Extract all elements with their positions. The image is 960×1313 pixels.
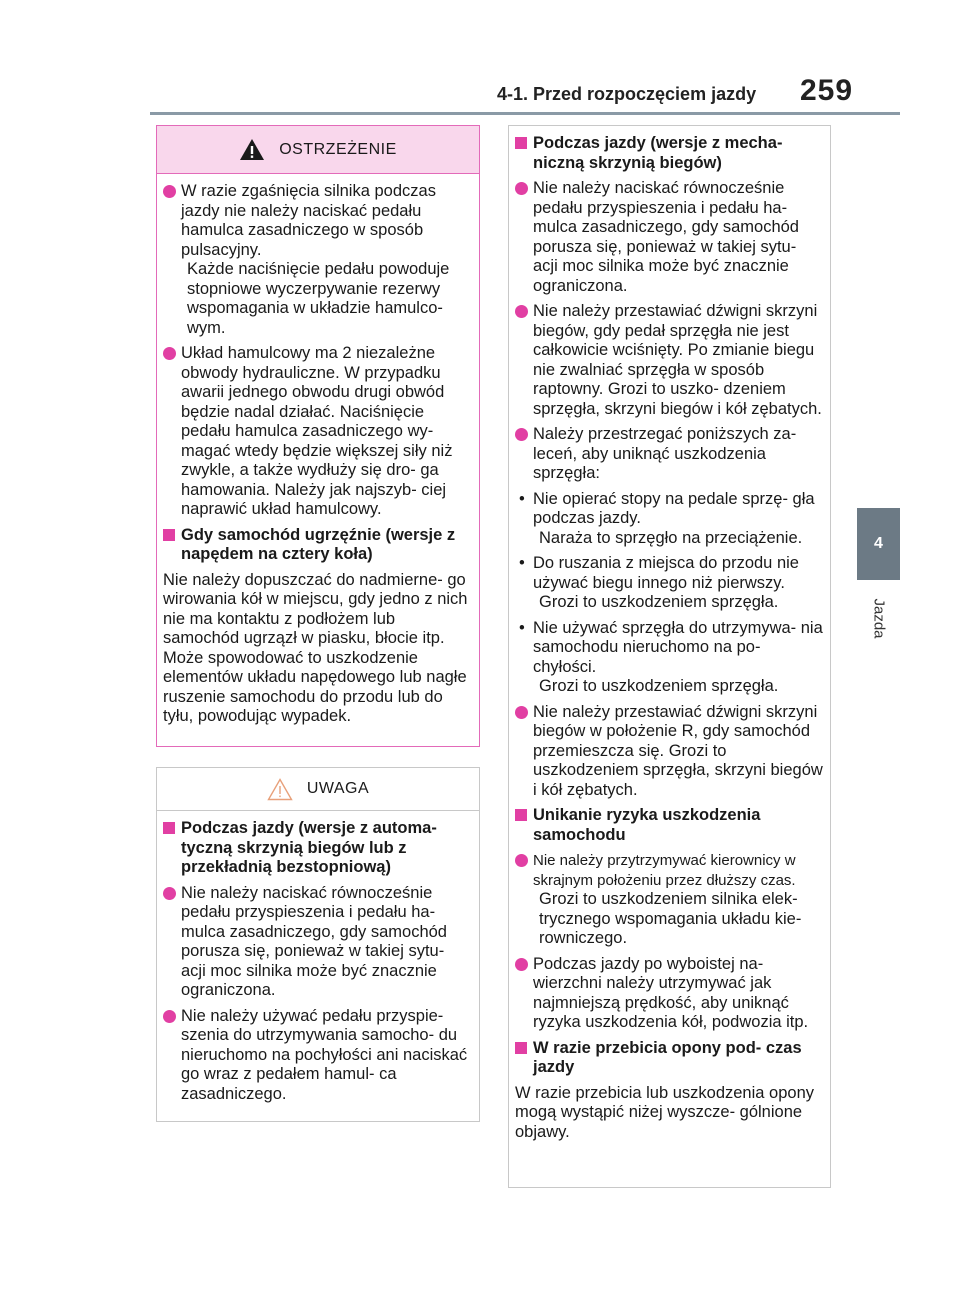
sub-list-item: • Nie używać sprzęgła do utrzymywa- nia samochodu nieruchomo na po- chyłości. Grozi to uszkodzeniem sprzęgła.: [519, 618, 823, 695]
section-title: 4-1. Przed rozpoczęciem jazdy: [497, 84, 757, 104]
bullet-dot-icon: [163, 887, 176, 900]
subsection-heading: Gdy samochód ugrzęźnie (wersje z napędem na cztery koła): [163, 526, 473, 565]
note-title: UWAGA: [306, 780, 370, 797]
list-item: Nie należy naciskać równocześnie pedału przyspieszenia i pedału ha- mulca zasadniczego, gdy samochód porusza się, ponieważ w takiej sytu- acji moc silnika może być znacznie ograniczona.: [163, 884, 473, 1001]
list-item: Należy przestrzegać poniższych za- leceń, aby uniknąć uszkodzenia sprzęgła:: [515, 425, 824, 484]
sub-list-item: • Do ruszania z miejsca do przodu nie używać biegu innego niż pierwszy. Grozi to uszkodzeniem sprzęgła.: [519, 554, 799, 611]
warning-header: [157, 126, 479, 174]
square-bullet-icon: [515, 809, 527, 821]
subsection-heading: W razie przebicia opony pod- czas jazdy: [515, 1039, 824, 1078]
list-item: Podczas jazdy po wyboistej na- wierzchni należy utrzymywać jak najmniejszą prędkość, aby uniknąć ryzyka uszkodzenia kół, podwozia itp.: [515, 955, 824, 1033]
list-item: Nie należy przestawiać dźwigni skrzyni biegów w położenie R, gdy samochód przemieszcza się. Grozi to uszkodzeniem sprzęgła, skrzyni biegów i kół zębatych.: [515, 703, 824, 801]
header-rule: [150, 112, 900, 115]
bullet-dot-icon: [163, 347, 176, 360]
square-bullet-icon: [515, 137, 527, 149]
bullet-dot-icon: [515, 428, 528, 441]
sub-list-item: • Nie opierać stopy na pedale sprzę- gła podczas jazdy. Naraża to sprzęgło na przeciążenie.: [519, 489, 815, 547]
list-item: Nie należy przestawiać dźwigni skrzyni biegów, gdy pedał sprzęgła nie jest całkowicie wciśnięty. Po zmianie biegu nie zwalniać sprzęgła w sposób raptowny. Grozi to uszko- dzeniem sprzęgła, skrzyni biegów i kół zębatych.: [515, 302, 824, 419]
subsection-heading: Unikanie ryzyka uszkodzenia samochodu: [515, 806, 824, 845]
paragraph: Nie należy dopuszczać do nadmierne- go wirowania kół w miejscu, gdy jedno z nich nie ma kontaktu z podłożem lub samochód ugrzązł w piasku, błocie itp. Może spowodować to uszkodzenie elementów układu napędowego lub nagłe ruszenie samochodu do przodu lub do tyłu, powodując wypadek.: [163, 570, 468, 725]
subsection-heading: Podczas jazdy (wersje z mecha- niczną skrzynią biegów): [515, 134, 824, 173]
list-item: Nie należy używać pedału przyspie- szenia do utrzymywania samocho- du nieruchomo na pochyłości ani naciskać go wraz z pedałem hamul- ca zasadniczego.: [163, 1007, 473, 1105]
bullet-dot-icon: [515, 854, 528, 867]
square-bullet-icon: [163, 529, 175, 541]
chapter-label: Jazda: [870, 597, 888, 639]
subsection-heading: Podczas jazdy (wersje z automa- tyczną skrzynią biegów lub z przekładnią bezstopniową): [163, 819, 473, 878]
note-header: [157, 768, 479, 811]
bullet-dot-icon: [515, 706, 528, 719]
bullet-dot-icon: [515, 958, 528, 971]
list-item: Nie należy naciskać równocześnie pedału przyspieszenia i pedału ha- mulca zasadniczego, gdy samochód porusza się, ponieważ w takiej sytu- acji moc silnika może być znacznie ograniczona.: [515, 179, 824, 296]
continued-note-box: [508, 125, 831, 1188]
bullet-dot-icon: [515, 305, 528, 318]
page-number: 259: [800, 74, 854, 107]
square-bullet-icon: [163, 822, 175, 834]
note-box: [156, 767, 480, 1122]
bullet-dot-icon: [515, 182, 528, 195]
caution-triangle-icon: [267, 778, 293, 801]
warning-title: OSTRZEŻENIE: [279, 140, 397, 158]
chapter-tab[interactable]: [857, 508, 900, 580]
chapter-number: 4: [874, 535, 883, 552]
warning-triangle-icon: [239, 138, 265, 161]
bullet-dot-icon: [163, 185, 176, 198]
square-bullet-icon: [515, 1042, 527, 1054]
bullet-dot-icon: [163, 1010, 176, 1023]
list-item: Nie należy przytrzymywać kierownicy w skrajnym położeniu przez dłuższy czas. Grozi to uszkodzeniem silnika elek- trycznego wspomagania układu kie- rowniczego.: [515, 851, 824, 949]
list-item: Układ hamulcowy ma 2 niezależne obwody hydrauliczne. W przypadku awarii jednego obwodu drugi obwód będzie nadal działać. Naciśnięcie pedału hamulca zasadniczego wy- magać wtedy będzie większej siły niż zwykle, a także wydłuży się dro- ga hamowania. Należy jak najszyb- ciej naprawić układ hamulcowy.: [163, 344, 473, 520]
list-item: W razie zgaśnięcia silnika podczas jazdy nie należy naciskać pedału hamulca zasadniczego w sposób pulsacyjny. Każde naciśnięcie pedału powoduje stopniowe wyczerpywanie rezerwy wspomagania w układzie hamulco- wym.: [163, 182, 473, 338]
paragraph: W razie przebicia lub uszkodzenia opony mogą wystąpić niżej wyszcze- gólnione objawy.: [515, 1083, 814, 1141]
warning-box: [156, 125, 480, 747]
